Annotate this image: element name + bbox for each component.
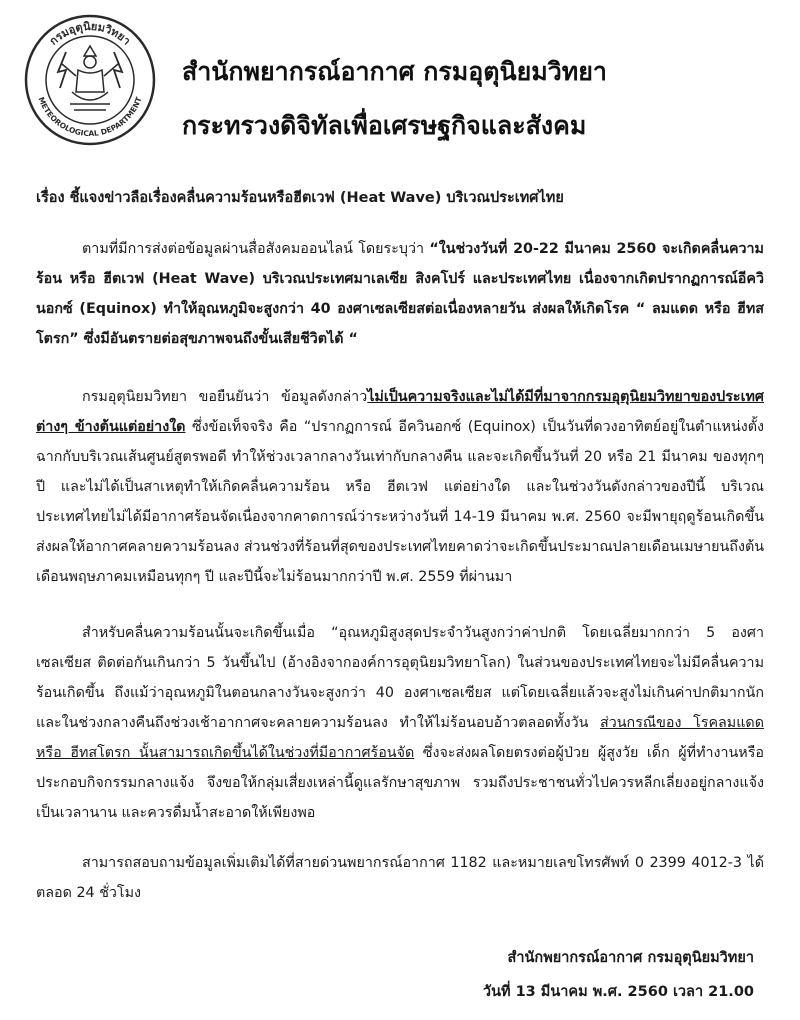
- paragraph-2: [36, 382, 764, 592]
- p3-underlined: ส่วนกรณีของ โรคลมแดด หรือ ฮีทสโตรก นั้นสามารถเกิดขึ้นได้ในช่วงที่มีอากาศร้อนจัด: [36, 715, 764, 761]
- signature-office: สำนักพยากรณ์อากาศ กรมอุตุนิยมวิทยา: [507, 950, 754, 966]
- seal-text-bottom: METEOROLOGICAL DEPARTMENT: [36, 95, 144, 139]
- p2-rest: ซึ่งข้อเท็จจริง คือ “ปรากฏการณ์ อีควินอกซ์ (Equinox) เป็นวันที่ดวงอาทิตย์อยู่ในตำแหน่งตั้งฉากกับบริเวณเส้นศูนย์สูตรพอดี ทำให้ช่วงเวลากลางวันเท่ากับกลางคืน และจะเกิดขึ้นวันที่ 20 หรือ 21 มีนาคม ของทุกๆปี และไม่ได้เป็นสาเหตุทำให้เกิดคลื่นความร้อน หรือ ฮีตเวฟ แต่อย่างใด และในช่วงวันดังกล่าวของปีนี้ บริเวณประเทศไทยไม่ได้มีอากาศร้อนจัดเนื่องจากคาดการณ์ว่าระหว่างวันที่ 14-19 มีนาคม พ.ศ. 2560 จะมีพายุฤดูร้อนเกิดขึ้น ส่งผลให้อากาศคลายความร้อนลง ส่วนช่วงที่ร้อนที่สุดของประเทศไทยคาดว่าจะเกิดขึ้นประมาณปลายเดือนเมษายนถึงต้นเดือนพฤษภาคมเหมือนทุกๆ ปี และปีนี้จะไม่ร้อนมากกว่าปี พ.ศ. 2559 ที่ผ่านมา: [36, 419, 764, 585]
- paragraph-3: [36, 618, 764, 828]
- p3-rest: ซึ่งจะส่งผลโดยตรงต่อผู้ป่วย ผู้สูงวัย เด็ก ผู้ที่ทำงานหรือประกอบกิจกรรมกลางแจ้ง จึงขอให้กลุ่มเสี่ยงเหล่านี้ดูแลรักษาสุขภาพ รวมถึงประชาชนทั่วไปควรหลีกเลี่ยงอยู่กลางแจ้งเป็นเวลานาน และควรดื่มน้ำสะอาดให้เพียงพอ: [36, 745, 764, 821]
- meteorological-department-seal: [22, 12, 158, 148]
- p1-quote: “ในช่วงวันที่ 20-22 มีนาคม 2560 จะเกิดคลื่นความร้อน หรือ ฮีตเวฟ (Heat Wave) บริเวณประเทศมาเลเซีย สิงคโปร์ และประเทศไทย เนื่องจากเกิดปรากฏการณ์อีควินอกซ์ (Equinox) ทำให้อุณหภูมิจะสูงกว่า 40 องศาเซลเซียสต่อเนื่องหลายวัน ส่งผลให้เกิดโรค “ ลมแดด หรือ ฮีทสโตรก” ซึ่งมีอันตรายต่อสุขภาพจนถึงขั้นเสียชีวิตได้ “: [36, 241, 764, 347]
- header-title-line1: สำนักพยากรณ์อากาศ กรมอุตุนิยมวิทยา: [182, 57, 607, 86]
- header-title-line2: กระทรวงดิจิทัลเพื่อเศรษฐกิจและสังคม: [182, 111, 587, 140]
- paragraph-1: [36, 234, 764, 354]
- p2-emphasis: ไม่เป็นความจริงและไม่ได้มีที่มาจากกรมอุตุนิยมวิทยาของประเทศต่างๆ ข้างต้นแต่อย่างใด: [36, 389, 764, 435]
- p3-intro: สำหรับคลื่นความร้อนนั้นจะเกิดขึ้นเมื่อ “อุณหภูมิสูงสุดประจำวันสูงกว่าค่าปกติ โดยเฉลี่ยมากกว่า 5 องศาเซลเซียส ติดต่อกันเกินกว่า 5 วันขึ้นไป (อ้างอิงจากองค์การอุตุนิยมวิทยาโลก) ในส่วนของประเทศไทยจะไม่มีคลื่นความร้อนเกิดขึ้น ถึงแม้ว่าอุณหภูมิในตอนกลางวันจะสูงกว่า 40 องศาเซลเซียส แต่โดยเฉลี่ยแล้วจะสูงไม่เกินค่าปกติมากนัก และในช่วงกลางคืนถึงช่วงเช้าอากาศจะคลายความร้อนลง ทำให้ไม่ร้อนอบอ้าวตลอดทั้งวัน: [36, 625, 764, 731]
- p4-text: สามารถสอบถามข้อมูลเพิ่มเติมได้ที่สายด่วนพยากรณ์อากาศ 1182 และหมายเลขโทรศัพท์ 0 2399 4012-3 ได้ตลอด 24 ชั่วโมง: [36, 855, 764, 901]
- paragraph-4: [36, 848, 764, 908]
- seal-icon: [22, 12, 158, 148]
- seal-text-top: กรมอุตุนิยมวิทยา: [46, 19, 134, 48]
- p1-intro: ตามที่มีการส่งต่อข้อมูลผ่านสื่อสังคมออนไลน์ โดยระบุว่า: [82, 241, 430, 257]
- subject-line: เรื่อง ชี้แจงข่าวลือเรื่องคลื่นความร้อนหรือฮีตเวฟ (Heat Wave) บริเวณประเทศไทย: [36, 190, 564, 206]
- p2-intro: กรมอุตุนิยมวิทยา ขอยืนยันว่า ข้อมูลดังกล่าว: [82, 389, 368, 405]
- signature-date: วันที่ 13 มีนาคม พ.ศ. 2560 เวลา 21.00: [482, 984, 754, 1000]
